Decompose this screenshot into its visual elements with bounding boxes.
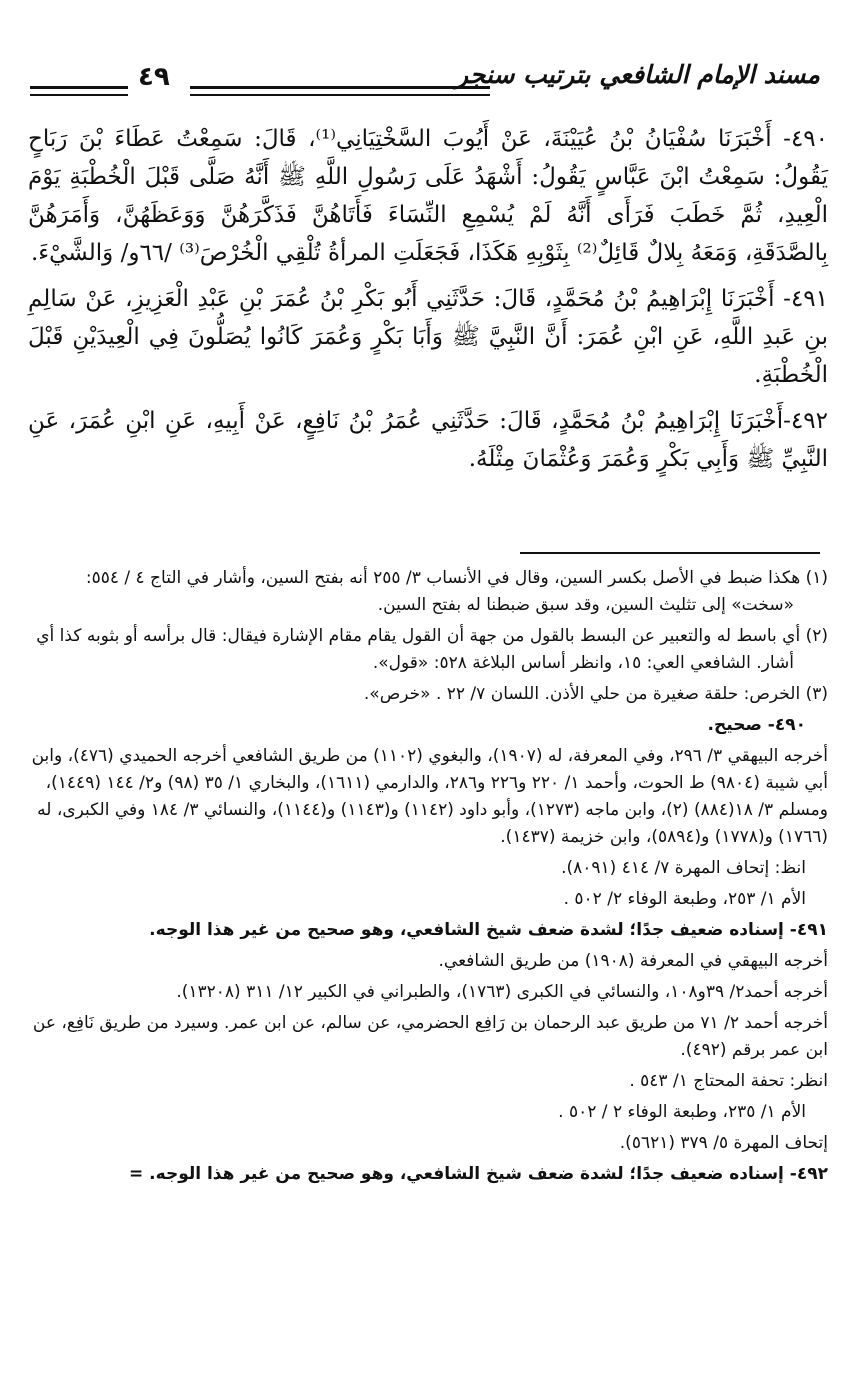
- takhrij-490-sources: أخرجه البيهقي ٣/ ٢٩٦، وفي المعرفة، له (١٩٠٧)، والبغوي (١١٠٢) من طريق الشافعي أخرجه الحميدي (٤٧٦)، وابن أبي شيبة (٩٨٠٤) ط الحوت، وأحمد ١/ ٢٢٠ و٢٢٦ و٢٨٦، والدارمي (١٦١١)، والبخاري ١/ ٣٥ (٩٨) و٢/ ١٤٤ (١٤٤٩)، ومسلم ٣/ ١٨(٨٨٤) (٢)، وابن ماجه (١٢٧٣)، وأبو داود (١١٤٢) و(١١٤٣) و(١١٤٤)، والنسائي ٣/ ١٨٤ وفي الكبرى، له (١٧٦٦) و(١٧٧٨) و(٥٨٩٤)، وابن خزيمة (١٤٣٧).: [31, 746, 828, 847]
- takhrij-491-ithaf: إتحاف المهرة ٥/ ٣٧٩ (٥٦٢١).: [619, 1133, 828, 1153]
- takhrij-491-umm: الأم ١/ ٢٣٥، وطبعة الوفاء ٢ / ٥٠٢ .: [558, 1102, 806, 1122]
- footnote-3: (٣) الخرص: حلقة صغيرة من حلي الأذن. اللسان ٧/ ٢٢ . «خرص».: [363, 684, 828, 704]
- hadith-490: ٤٩٠- أَخْبَرَنَا سُفْيَانُ بْنُ عُيَيْنَةَ، عَنْ أَيُوبَ السَّخْتِيَانِي⁽¹⁾، قَالَ: سَمِعْتُ عَطَاءَ بْنَ رَبَاحٍ يَقُولُ: سَمِعْتُ ابْنَ عَبَّاسٍ يَقُولُ: أَشْهَدُ عَلَى رَسُولِ اللَّهِ ﷺ أَنَّهُ صَلَّى قَبْلَ الْخُطْبَةِ يَوْمَ الْعِيدِ، ثُمَّ خَطَبَ فَرَأَى أَنَّهُ لَمْ يُسْمِعِ النِّسَاءَ فَأَتَاهُنَّ فَذَكَّرَهُنَّ وَوَعَظَهُنَّ، وَأَمَرَهُنَّ بِالصَّدَقَةِ، وَمَعَهُ بِلالٌ قَائِلٌ⁽²⁾ بِثَوْبِهِ هَكَذَا، فَجَعَلَتِ المرأةُ تُلْقِي الْخُرْصَ⁽³⁾ /٦٦و/ وَالشَّيْءَ.: [28, 126, 829, 266]
- takhrij-491-tuhfa: انظر: تحفة المحتاج ١/ ٥٤٣ .: [629, 1071, 828, 1091]
- footnote-1: (١) هكذا ضبط في الأصل بكسر السين، وقال في الأنساب ٣/ ٢٥٥ أنه بفتح السين، وأشار في التاج ٤ / ٥٥٤: «سخت» إلى تثليث السين، وقد سبق ضبطنا له بفتح السين.: [85, 568, 828, 615]
- running-head: [30, 55, 820, 103]
- page-number: ٤٩: [138, 62, 170, 92]
- hadith-491: ٤٩١- أَخْبَرَنَا إِبْرَاهِيمُ بْنُ مُحَمَّدٍ، قَالَ: حَدَّثَنِي أَبُو بَكْرِ بْنُ عُمَرَ بْنِ عَبْدِ الْعَزِيزِ، عَنْ سَالِمِ بنِ عَبدِ اللَّهِ، عَنِ ابْنِ عُمَرَ: أَنَّ النَّبِيَّ ﷺ وَأَبَا بَكْرٍ وَعُمَرَ كَانُوا يُصَلُّونَ فِي الْعِيدَيْنِ قَبْلَ الْخُطْبَةِ.: [28, 286, 828, 388]
- hadith-492: ٤٩٢-أَخْبَرَنَا إِبْرَاهِيمُ بْنُ مُحَمَّدٍ، قَالَ: حَدَّثَنِي عُمَرُ بْنُ نَافِعٍ، عَنْ أَبِيهِ، عَنِ ابْنِ عُمَرَ، عَنِ النَّبِيِّ ﷺ وَأَبِي بَكْرٍ وَعُمَرَ وَعُثْمَانَ مِثْلَهُ.: [28, 408, 828, 472]
- header-rule: [190, 86, 490, 89]
- footnotes: [28, 565, 828, 1192]
- takhrij-491-grade: ٤٩١- إسناده ضعيف جدًا؛ لشدة ضعف شيخ الشافعي، وهو صحيح من غير هذا الوجه.: [149, 920, 828, 940]
- takhrij-491-ahmad: أخرجه أحمد٢/ ٣٩و١٠٨، والنسائي في الكبرى (١٧٦٣)، والطبراني في الكبير ١٢/ ٣١١ (١٣٢٠٨).: [176, 982, 828, 1002]
- footnote-divider: [520, 552, 820, 554]
- footnote-2: (٢) أي باسط له والتعبير عن البسط بالقول من جهة أن القول يقام مقام الإشارة فيقال: قال برأسه أو بثوبه كذا أي أشار. الشافعي العي: ١٥، وانظر أساس البلاغة ٥٢٨: «قول».: [36, 626, 828, 673]
- hadith-text-body: [28, 120, 828, 486]
- takhrij-490-umm: الأم ١/ ٢٥٣، وطبعة الوفاء ٢/ ٥٠٢ .: [563, 889, 806, 909]
- header-rule: [190, 94, 490, 96]
- takhrij-490-grade: ٤٩٠- صحيح.: [707, 715, 806, 735]
- takhrij-490-ithaf: انظ: إتحاف المهرة ٧/ ٤١٤ (٨٠٩١).: [561, 858, 806, 878]
- takhrij-492-grade: ٤٩٢- إسناده ضعيف جدًا؛ لشدة ضعف شيخ الشافعي، وهو صحيح من غير هذا الوجه. =: [129, 1164, 828, 1184]
- takhrij-491-bayhaqi: أخرجه البيهقي في المعرفة (١٩٠٨) من طريق الشافعي.: [438, 951, 828, 971]
- book-title: مسند الإمام الشافعي بترتيب سنجر: [456, 60, 820, 89]
- header-rule: [30, 94, 128, 96]
- header-rule: [30, 86, 128, 89]
- takhrij-491-other-route: أخرجه أحمد ٢/ ٧١ من طريق عبد الرحمان بن رَافِع الحضرمي، عن سالم، عن ابن عمر. وسيرد من طريق نَافِع، عن ابن عمر برقم (٤٩٢).: [32, 1013, 828, 1060]
